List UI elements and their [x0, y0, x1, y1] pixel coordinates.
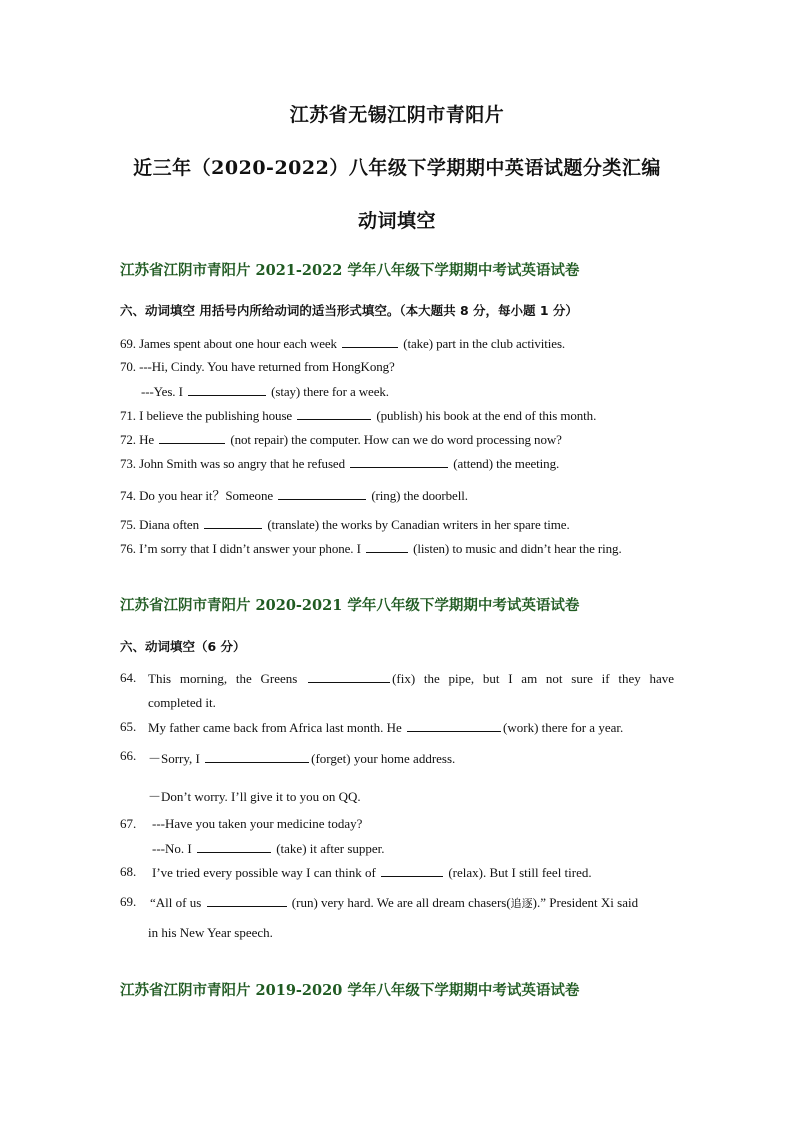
page-subtitle: 近三年（2020-2022）八年级下学期期中英语试题分类汇编 — [133, 157, 661, 179]
question-73-a: 73. John Smith was so angry that he refused (attend) the meeting. — [120, 456, 560, 471]
question-69-b-number: 69. — [120, 894, 137, 909]
question-71-a: 71. I believe the publishing house (publish) his book at the end of this month. — [120, 408, 597, 423]
section-heading-2019-2020: 江苏省江阴市青阳片 2019-2020 学年八年级下学期期中考试英语试卷 — [120, 982, 580, 999]
question-70-reply: ---Yes. I (stay) there for a week. — [141, 384, 389, 399]
question-67-number: 67. — [120, 816, 137, 831]
question-68-number: 68. — [120, 864, 137, 879]
question-67: ---Have you taken your medicine today? — [152, 816, 363, 831]
section-instructions-2020-2021: 六、动词填空（6 分） — [120, 639, 246, 654]
question-64-number: 64. — [120, 670, 137, 685]
answer-blank[interactable] — [297, 407, 371, 420]
answer-blank[interactable] — [350, 455, 448, 468]
answer-blank[interactable] — [204, 516, 262, 529]
question-75-a: 75. Diana often (translate) the works by Canadian writers in her spare time. — [120, 517, 570, 532]
answer-blank[interactable] — [197, 840, 271, 853]
question-66-reply: －Don’t worry. I’ll give it to you on QQ. — [148, 789, 361, 804]
page-title: 江苏省无锡江阴市青阳片 — [289, 104, 505, 126]
answer-blank[interactable] — [188, 383, 266, 396]
answer-blank[interactable] — [159, 431, 225, 444]
question-69-b: “All of us (run) very hard. We are all dream chasers(追逐).” President Xi said — [150, 895, 639, 910]
answer-blank[interactable] — [407, 719, 501, 732]
answer-blank[interactable] — [207, 894, 287, 907]
section-heading-2021-2022: 江苏省江阴市青阳片 2021-2022 学年八年级下学期期中考试英语试卷 — [120, 262, 580, 279]
answer-blank[interactable] — [278, 487, 366, 500]
section-heading-2020-2021: 江苏省江阴市青阳片 2020-2021 学年八年级下学期期中考试英语试卷 — [120, 597, 580, 614]
question-67-reply: ---No. I (take) it after supper. — [152, 841, 385, 856]
question-70-a: 70. ---Hi, Cindy. You have returned from HongKong? — [120, 359, 395, 374]
question-74-a: 74. Do you hear it？Someone (ring) the doorbell. — [120, 488, 468, 503]
question-72-a: 72. He (not repair) the computer. How can we do word processing now? — [120, 432, 562, 447]
question-64-continued: completed it. — [148, 695, 216, 710]
answer-blank[interactable] — [342, 335, 398, 348]
question-66: －Sorry, I (forget) your home address. — [148, 751, 456, 766]
answer-blank[interactable] — [381, 864, 443, 877]
question-68: I’ve tried every possible way I can think of (relax). But I still feel tired. — [152, 865, 592, 880]
answer-blank[interactable] — [366, 540, 408, 553]
question-64: This morning, the Greens (fix) the pipe, but I am not sure if they have — [148, 671, 675, 686]
question-69-a: 69. James spent about one hour each week (take) part in the club activities. — [120, 336, 566, 351]
answer-blank[interactable] — [308, 670, 390, 683]
section-instructions-2021-2022: 六、动词填空 用括号内所给动词的适当形式填空。（本大题共 8 分，每小题 1 分） — [120, 303, 578, 318]
question-65: My father came back from Africa last month. He (work) there for a year. — [148, 720, 624, 735]
answer-blank[interactable] — [205, 750, 309, 763]
question-66-number: 66. — [120, 748, 137, 763]
question-65-number: 65. — [120, 719, 137, 734]
question-69-b-continued: in his New Year speech. — [148, 925, 273, 940]
question-76-a: 76. I’m sorry that I didn’t answer your phone. I (listen) to music and didn’t hear the ring. — [120, 541, 622, 556]
topic-title: 动词填空 — [357, 210, 436, 232]
